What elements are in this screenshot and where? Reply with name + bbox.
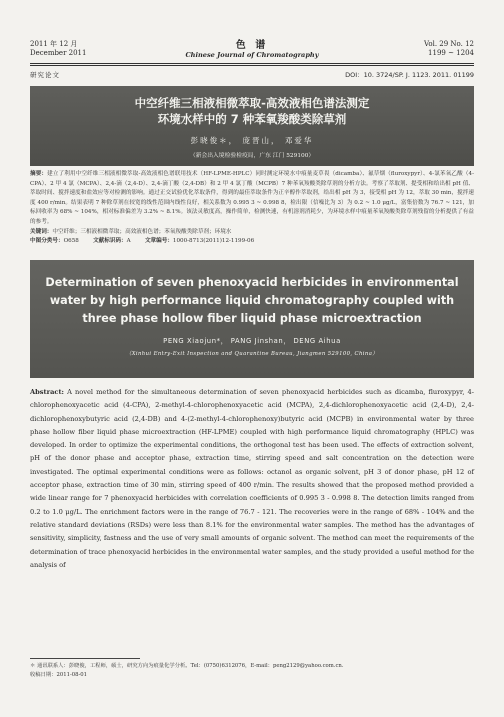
english-abstract-text: A novel method for the simultaneous determination of seven phenoxyacid herbicides such as dicamba, fluroxypyr, 4-chlorophenoxyacetic acid (4-CPA), 2-methyl-4-chlorophenoxyacetic acid (MCPA), 2,4-dichlorophenoxyacetic acid (2,4-D), 2,4-dichlorophenoxybutyric acid (2,4-DB) and 4-(2-methyl-4-chlorophenoxy)butyric acid (MCPB) in environmental water by three phase hollow fiber liquid phase microextraction (HF-LPME) coupled with high performance liquid chromatography (HPLC) was developed. In order to optimize the experimental conditions, the orthogonal test has been used. The effects of extraction solvent, pH of the donor phase and acceptor phase, extraction time, stirring speed and salt concentration on the detection were investigated. The optimal experimental conditions were as follows: octanol as organic solvent, pH 3 of donor phase, pH 12 of acceptor phase, extraction time of 30 min, stirring speed of 400 r/min. The results showed that the proposed method provided a wide linear range for 7 phenoxyacid herbicides with correlation coefficients of 0.995 3 - 0.998 8. The detection limits ranged from 0.2 to 1.0 μg/L. The enrichment factors were in the range of 76.7 - 121. The recoveries were in the range of 68% - 104% and the relative standard deviations (RSDs) were less than 8.1% for the environmental water samples. The method has the advantages of sensitivity, simplicity, fastness and the use of very small amounts of organic solvent. The method can meet the requirements of the determination of trace phenoxyacid herbicides in the environmental water samples, and the study provided a useful method for the analysis of — [30, 388, 474, 569]
english-title-line-1: Determination of seven phenoxyacid herbicides in environmental — [45, 276, 459, 289]
issue-date-en: December 2011 — [30, 49, 87, 57]
header-divider — [30, 63, 474, 66]
doc-code-value: A — [126, 238, 131, 245]
article-no-label: 文章编号： — [144, 238, 173, 245]
volume-number: Vol. 29 No. 12 — [423, 40, 474, 48]
english-title-line-2: water by high performance liquid chromatography coupled with — [49, 294, 455, 307]
section-label: 研究论文 — [30, 71, 60, 79]
clc-label: 中图分类号： — [30, 238, 64, 245]
chinese-affiliation: （新会出入境检验检疫局，广东 江门 529100） — [189, 153, 315, 159]
journal-name-cn: 色 谱 — [235, 40, 269, 51]
journal-name — [30, 40, 474, 60]
english-abstract-label: Abstract: — [30, 388, 64, 396]
footnote-divider — [30, 658, 140, 659]
article-no-value: 1000-8713(2011)12-1199-06 — [172, 238, 255, 245]
english-title-line-3: three phase hollow fiber liquid phase microextraction — [82, 312, 422, 325]
chinese-abstract-text: 建立了利用中空纤维三相液相微萃取-高效液相色谱联用技术（HF-LPME-HPLC）同时测定环境水中痕量麦草畏（dicamba）、氟草烟（fluroxypyr）、4-氯苯氧乙酸（4-CPA）、2 甲 4 氯（MCPA）、2,4-滴（2,4-D）、2,4-滴丁酸（2,4-DB）和 2 甲 4 氯丁酸（MCPB）7 种苯氧羧酸类除草剂的分析方法。考察了萃取剂、提受相和给出相 pH 值、萃取时间、搅拌速度和盐效应等对检测的影响。通过正交试验优化萃取条件，得到的最佳萃取条件为正辛醇作萃取剂，给出相 pH 为 3，接受相 pH 为 12，萃取 30 min，搅拌速度 400 r/min。结果表明 7 种除草剂在较宽的线性范围内线性良好，相关系数为 0.995 3 ~ 0.998 8，检出限（信噪比为 3）为 0.2 ~ 1.0 μg/L，富集倍数为 76.7 ~ 121，加标回收率为 68% ~ 104%，相对标准偏差为 3.2% ~ 8.1%。该法灵敏度高，操作简单，检测快速，有机溶剂消耗少，为环境水样中痕量苯氧羧酸类除草剂残留的分析提供了有益的参考。 — [30, 171, 474, 225]
issue-date-cn: 2011 年 12 月 — [30, 40, 78, 48]
page-range: 1199 ~ 1204 — [428, 49, 474, 57]
journal-name-en: Chinese Journal of Chromatography — [185, 51, 319, 59]
english-abstract — [30, 386, 474, 572]
chinese-keywords — [30, 228, 474, 238]
chinese-abstract-body — [30, 170, 474, 228]
clc-value: O658 — [63, 238, 79, 245]
english-title-box — [30, 260, 474, 378]
article-meta — [30, 70, 474, 80]
classification-line — [30, 237, 474, 247]
chinese-title-box — [30, 86, 474, 166]
chinese-authors: 彭晓俊＊， 庞晋山， 邓爱华 — [190, 136, 314, 145]
volume-info — [424, 40, 474, 58]
english-affiliation: （Xinhui Entry-Exit Inspection and Quarantine Bureau, Jiangmen 529100, China） — [126, 351, 378, 357]
english-abstract-body — [30, 386, 474, 572]
keywords-label: 关键词： — [30, 228, 53, 235]
english-authors: PENG Xiaojun*， PANG Jinshan， DENG Aihua — [163, 337, 341, 345]
corresponding-author-note: ＊ 通讯联系人：彭晓俊，工程师，硕士，研究方向为痕量化学分析。Tel：(0750)6312076，E-mail：peng2129@yahoo.com.cn. — [30, 663, 344, 669]
running-header — [30, 40, 474, 62]
keywords-text: 中空纤维；三相液相微萃取；高效液相色谱；苯氧羧酸类除草剂；环境水 — [52, 228, 232, 235]
chinese-title-line-2: 环境水样中的 7 种苯氧羧酸类除草剂 — [157, 112, 347, 126]
received-date: 收稿日期：2011-08-01 — [30, 672, 88, 678]
chinese-abstract — [30, 170, 474, 247]
chinese-abstract-label: 摘要： — [30, 171, 48, 177]
doi: DOI：10. 3724/SP. J. 1123. 2011. 01199 — [345, 71, 474, 79]
doc-code-label: 文献标识码： — [93, 238, 127, 245]
footnote — [30, 662, 344, 680]
chinese-title-line-1: 中空纤维三相液相微萃取-高效液相色谱法测定 — [134, 96, 370, 110]
